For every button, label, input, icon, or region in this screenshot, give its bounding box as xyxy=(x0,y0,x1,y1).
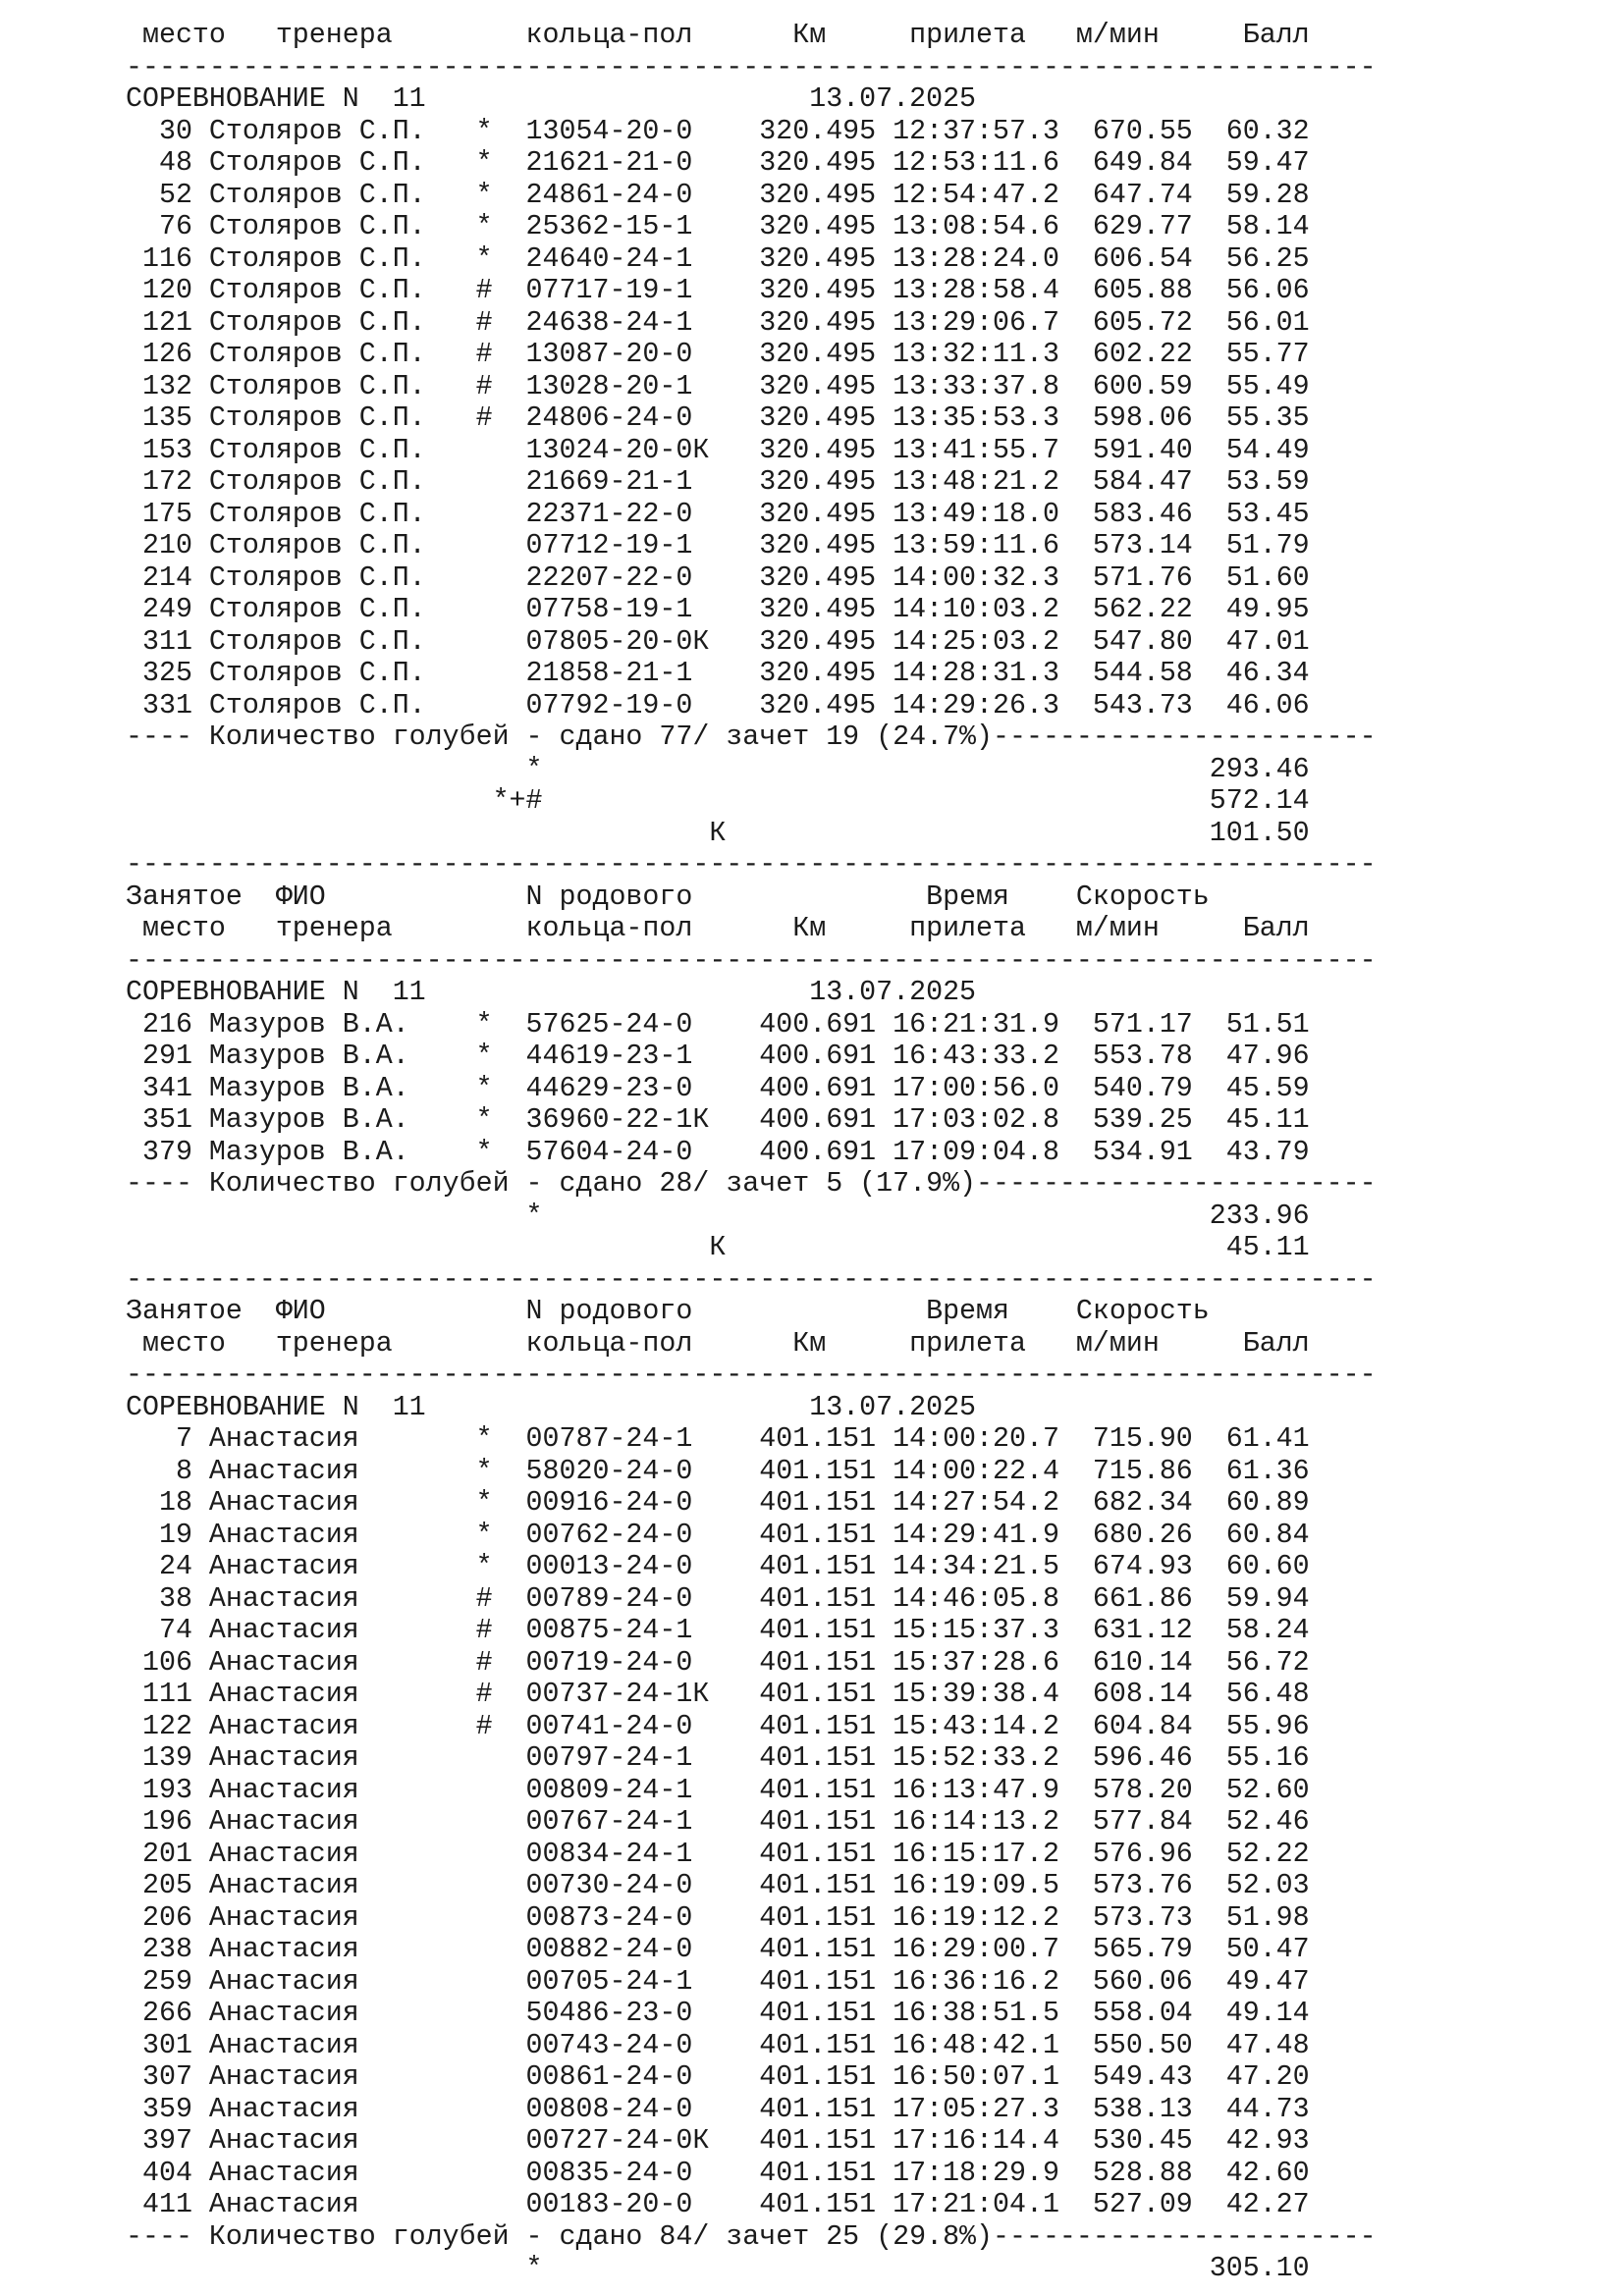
column-header-line-2: место тренера кольца-пол Км прилета м/мин Балл xyxy=(126,20,1310,51)
column-header-line-1: Занятое ФИО N родового Время Скорость xyxy=(126,1296,1210,1327)
result-row: 76 Столяров С.П. * 25362-15-1 320.495 13:08:54.6 629.77 58.14 xyxy=(126,211,1310,242)
result-row: 8 Анастасия * 58020-24-0 401.151 14:00:22.4 715.86 61.36 xyxy=(126,1455,1310,1487)
result-row: 266 Анастасия 50486-23-0 401.151 16:38:51.5 558.04 49.14 xyxy=(126,1998,1310,2029)
separator-line: --------------------------------------------------------------------------- xyxy=(126,944,1377,977)
result-row: 379 Мазуров В.А. * 57604-24-0 400.691 17:09:04.8 534.91 43.79 xyxy=(126,1136,1310,1168)
result-row: 132 Столяров С.П. # 13028-20-1 320.495 13:33:37.8 600.59 55.49 xyxy=(126,370,1310,402)
result-row: 214 Столяров С.П. 22207-22-0 320.495 14:00:32.3 571.76 51.60 xyxy=(126,561,1310,594)
result-row: 411 Анастасия 00183-20-0 401.151 17:21:04.1 527.09 42.27 xyxy=(126,2189,1310,2220)
summary-total-line: К 45.11 xyxy=(126,1232,1310,1263)
result-row: 193 Анастасия 00809-24-1 401.151 16:13:47.9 578.20 52.60 xyxy=(126,1774,1310,1806)
result-row: 249 Столяров С.П. 07758-19-1 320.495 14:10:03.2 562.22 49.95 xyxy=(126,594,1310,625)
result-row: 30 Столяров С.П. * 13054-20-0 320.495 12:37:57.3 670.55 60.32 xyxy=(126,115,1310,147)
summary-total-line: * 233.96 xyxy=(126,1200,1310,1232)
column-header-line-2: место тренера кольца-пол Км прилета м/мин Балл xyxy=(126,913,1310,944)
result-row: 121 Столяров С.П. # 24638-24-1 320.495 13:29:06.7 605.72 56.01 xyxy=(126,306,1310,339)
result-row: 359 Анастасия 00808-24-0 401.151 17:05:27.3 538.13 44.73 xyxy=(126,2093,1310,2125)
pigeon-count-line: ---- Количество голубей - сдано 77/ зачет 19 (24.7%)----------------------- xyxy=(126,721,1377,753)
result-row: 139 Анастасия 00797-24-1 401.151 15:52:33.2 596.46 55.16 xyxy=(126,1742,1310,1774)
result-row: 291 Мазуров В.А. * 44619-23-1 400.691 16:43:33.2 553.78 47.96 xyxy=(126,1041,1310,1072)
result-row: 74 Анастасия # 00875-24-1 401.151 15:15:37.3 631.12 58.24 xyxy=(126,1615,1310,1646)
summary-total-line: * 293.46 xyxy=(126,753,1310,785)
column-header-line-1: Занятое ФИО N родового Время Скорость xyxy=(126,881,1210,913)
result-row: 301 Анастасия 00743-24-0 401.151 16:48:42.1 550.50 47.48 xyxy=(126,2029,1310,2061)
result-row: 18 Анастасия * 00916-24-0 401.151 14:27:54.2 682.34 60.89 xyxy=(126,1487,1310,1519)
result-row: 307 Анастасия 00861-24-0 401.151 16:50:07.1 549.43 47.20 xyxy=(126,2061,1310,2093)
result-row: 397 Анастасия 00727-24-0К 401.151 17:16:14.4 530.45 42.93 xyxy=(126,2125,1310,2157)
result-row: 196 Анастасия 00767-24-1 401.151 16:14:13.2 577.84 52.46 xyxy=(126,1806,1310,1838)
result-row: 201 Анастасия 00834-24-1 401.151 16:15:17.2 576.96 52.22 xyxy=(126,1838,1310,1870)
result-row: 404 Анастасия 00835-24-0 401.151 17:18:29.9 528.88 42.60 xyxy=(126,2157,1310,2189)
result-row: 206 Анастасия 00873-24-0 401.151 16:19:12.2 573.73 51.98 xyxy=(126,1901,1310,1934)
separator-line: --------------------------------------------------------------------------- xyxy=(126,51,1377,83)
summary-total-line: * 305.10 xyxy=(126,2253,1310,2284)
result-row: 311 Столяров С.П. 07805-20-0К 320.495 14:25:03.2 547.80 47.01 xyxy=(126,625,1310,658)
summary-total-line: К 101.50 xyxy=(126,817,1310,849)
result-row: 24 Анастасия * 00013-24-0 401.151 14:34:21.5 674.93 60.60 xyxy=(126,1551,1310,1582)
competition-date-line: СОРЕВНОВАНИЕ N 11 13.07.2025 xyxy=(126,977,977,1008)
result-row: 175 Столяров С.П. 22371-22-0 320.495 13:49:18.0 583.46 53.45 xyxy=(126,498,1310,530)
result-row: 331 Столяров С.П. 07792-19-0 320.495 14:29:26.3 543.73 46.06 xyxy=(126,689,1310,721)
result-row: 48 Столяров С.П. * 21621-21-0 320.495 12:53:11.6 649.84 59.47 xyxy=(126,147,1310,179)
result-row: 116 Столяров С.П. * 24640-24-1 320.495 13:28:24.0 606.54 56.25 xyxy=(126,242,1310,275)
result-row: 216 Мазуров В.А. * 57625-24-0 400.691 16:21:31.9 571.17 51.51 xyxy=(126,1008,1310,1041)
result-row: 135 Столяров С.П. # 24806-24-0 320.495 13:35:53.3 598.06 55.35 xyxy=(126,402,1310,434)
result-row: 210 Столяров С.П. 07712-19-1 320.495 13:59:11.6 573.14 51.79 xyxy=(126,530,1310,561)
result-row: 7 Анастасия * 00787-24-1 401.151 14:00:20.7 715.90 61.41 xyxy=(126,1423,1310,1455)
result-row: 341 Мазуров В.А. * 44629-23-0 400.691 17:00:56.0 540.79 45.59 xyxy=(126,1072,1310,1104)
result-row: 122 Анастасия # 00741-24-0 401.151 15:43:14.2 604.84 55.96 xyxy=(126,1710,1310,1742)
result-row: 111 Анастасия # 00737-24-1К 401.151 15:39:38.4 608.14 56.48 xyxy=(126,1679,1310,1710)
summary-total-line: *+# 572.14 xyxy=(126,785,1310,817)
result-row: 126 Столяров С.П. # 13087-20-0 320.495 13:32:11.3 602.22 55.77 xyxy=(126,339,1310,370)
competition-date-line: СОРЕВНОВАНИЕ N 11 13.07.2025 xyxy=(126,1391,977,1423)
pigeon-count-line: ---- Количество голубей - сдано 84/ зачет 25 (29.8%)----------------------- xyxy=(126,2220,1377,2253)
result-row: 205 Анастасия 00730-24-0 401.151 16:19:09.5 573.76 52.03 xyxy=(126,1870,1310,1901)
separator-line: --------------------------------------------------------------------------- xyxy=(126,849,1377,881)
pigeon-count-line: ---- Количество голубей - сдано 28/ зачет 5 (17.9%)------------------------ xyxy=(126,1168,1377,1200)
result-row: 153 Столяров С.П. 13024-20-0К 320.495 13:41:55.7 591.40 54.49 xyxy=(126,434,1310,466)
result-row: 106 Анастасия # 00719-24-0 401.151 15:37:28.6 610.14 56.72 xyxy=(126,1646,1310,1679)
result-row: 172 Столяров С.П. 21669-21-1 320.495 13:48:21.2 584.47 53.59 xyxy=(126,466,1310,498)
result-row: 259 Анастасия 00705-24-1 401.151 16:36:16.2 560.06 49.47 xyxy=(126,1965,1310,1998)
separator-line: --------------------------------------------------------------------------- xyxy=(126,1263,1377,1296)
result-row: 120 Столяров С.П. # 07717-19-1 320.495 13:28:58.4 605.88 56.06 xyxy=(126,275,1310,306)
result-row: 38 Анастасия # 00789-24-0 401.151 14:46:05.8 661.86 59.94 xyxy=(126,1582,1310,1615)
result-row: 351 Мазуров В.А. * 36960-22-1К 400.691 17:03:02.8 539.25 45.11 xyxy=(126,1104,1310,1136)
column-header-line-2: место тренера кольца-пол Км прилета м/мин Балл xyxy=(126,1327,1310,1360)
result-row: 52 Столяров С.П. * 24861-24-0 320.495 12:54:47.2 647.74 59.28 xyxy=(126,179,1310,211)
report-body xyxy=(126,20,1377,2285)
result-row: 238 Анастасия 00882-24-0 401.151 16:29:00.7 565.79 50.47 xyxy=(126,1934,1310,1965)
result-row: 325 Столяров С.П. 21858-21-1 320.495 14:28:31.3 544.58 46.34 xyxy=(126,658,1310,689)
separator-line: --------------------------------------------------------------------------- xyxy=(126,1360,1377,1391)
competition-date-line: СОРЕВНОВАНИЕ N 11 13.07.2025 xyxy=(126,83,977,115)
result-row: 19 Анастасия * 00762-24-0 401.151 14:29:41.9 680.26 60.84 xyxy=(126,1519,1310,1551)
